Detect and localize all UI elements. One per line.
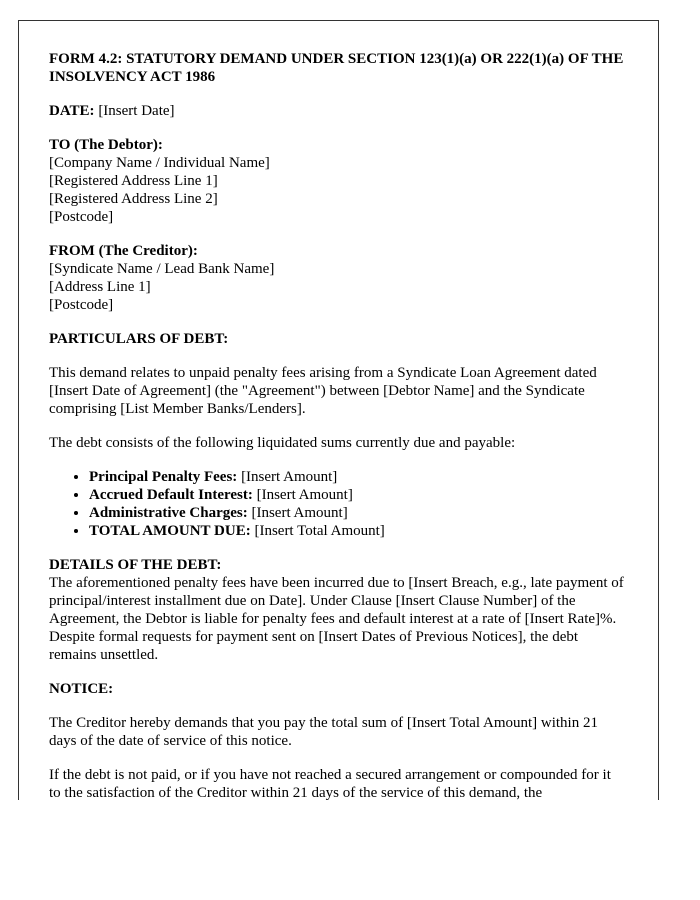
list-item bbox=[89, 522, 624, 540]
item-label: Administrative Charges: bbox=[89, 505, 248, 521]
debtor-address-line-2: [Registered Address Line 2] bbox=[49, 191, 218, 207]
date-label: DATE: bbox=[49, 103, 95, 119]
document-content bbox=[49, 50, 624, 800]
creditor-heading: FROM (The Creditor): bbox=[49, 243, 198, 259]
debtor-address-line-1: [Registered Address Line 1] bbox=[49, 173, 218, 189]
creditor-name-line: [Syndicate Name / Lead Bank Name] bbox=[49, 261, 275, 277]
details-text: The aforementioned penalty fees have been incurred due to [Insert Breach, e.g., late payment of principal/interest installment due on Date]. Under Clause [Insert Clause Number] of the Agreement, the Debtor is liable for penalty fees and default interest at a rate of [Insert Rate]%. Despite formal requests for payment sent on [Insert Dates of Previous Notices], the debt remains unsettled. bbox=[49, 575, 624, 663]
debt-items-list bbox=[49, 468, 624, 540]
notice-paragraph-1: The Creditor hereby demands that you pay the total sum of [Insert Total Amount] within 21 days of the date of service of this notice. bbox=[49, 715, 598, 749]
document-page bbox=[18, 20, 659, 800]
debtor-name-line: [Company Name / Individual Name] bbox=[49, 155, 270, 171]
item-value: [Insert Amount] bbox=[247, 505, 348, 521]
creditor-block bbox=[49, 242, 624, 314]
list-item bbox=[89, 468, 624, 486]
notice-paragraph-2: If the debt is not paid, or if you have not reached a secured arrangement or compounded for it to the satisfaction of the Creditor within 21 days of the service of this demand, the bbox=[49, 767, 611, 800]
item-value: [Insert Amount] bbox=[252, 487, 353, 503]
creditor-address-line-1: [Address Line 1] bbox=[49, 279, 151, 295]
date-line bbox=[49, 102, 624, 120]
list-item bbox=[89, 504, 624, 522]
list-item bbox=[89, 486, 624, 504]
item-label: Accrued Default Interest: bbox=[89, 487, 253, 503]
particulars-heading: PARTICULARS OF DEBT: bbox=[49, 331, 229, 347]
debtor-heading: TO (The Debtor): bbox=[49, 137, 163, 153]
item-label: Principal Penalty Fees: bbox=[89, 469, 238, 485]
creditor-postcode-line: [Postcode] bbox=[49, 297, 114, 313]
notice-heading: NOTICE: bbox=[49, 681, 114, 697]
item-value: [Insert Amount] bbox=[237, 469, 338, 485]
details-heading: DETAILS OF THE DEBT: bbox=[49, 557, 222, 573]
item-value: [Insert Total Amount] bbox=[250, 523, 385, 539]
details-block bbox=[49, 556, 624, 664]
particulars-paragraph-1: This demand relates to unpaid penalty fees arising from a Syndicate Loan Agreement dated [Insert Date of Agreement] (the "Agreement") between [Debtor Name] and the Syndicate comprising [List Member Banks/Lenders]. bbox=[49, 365, 597, 417]
debtor-postcode-line: [Postcode] bbox=[49, 209, 114, 225]
form-title: FORM 4.2: STATUTORY DEMAND UNDER SECTION 123(1)(a) OR 222(1)(a) OF THE INSOLVENCY ACT 1986 bbox=[49, 51, 624, 85]
debtor-block bbox=[49, 136, 624, 226]
particulars-paragraph-2: The debt consists of the following liquidated sums currently due and payable: bbox=[49, 435, 516, 451]
item-label: TOTAL AMOUNT DUE: bbox=[89, 523, 251, 539]
date-value: [Insert Date] bbox=[94, 103, 175, 119]
